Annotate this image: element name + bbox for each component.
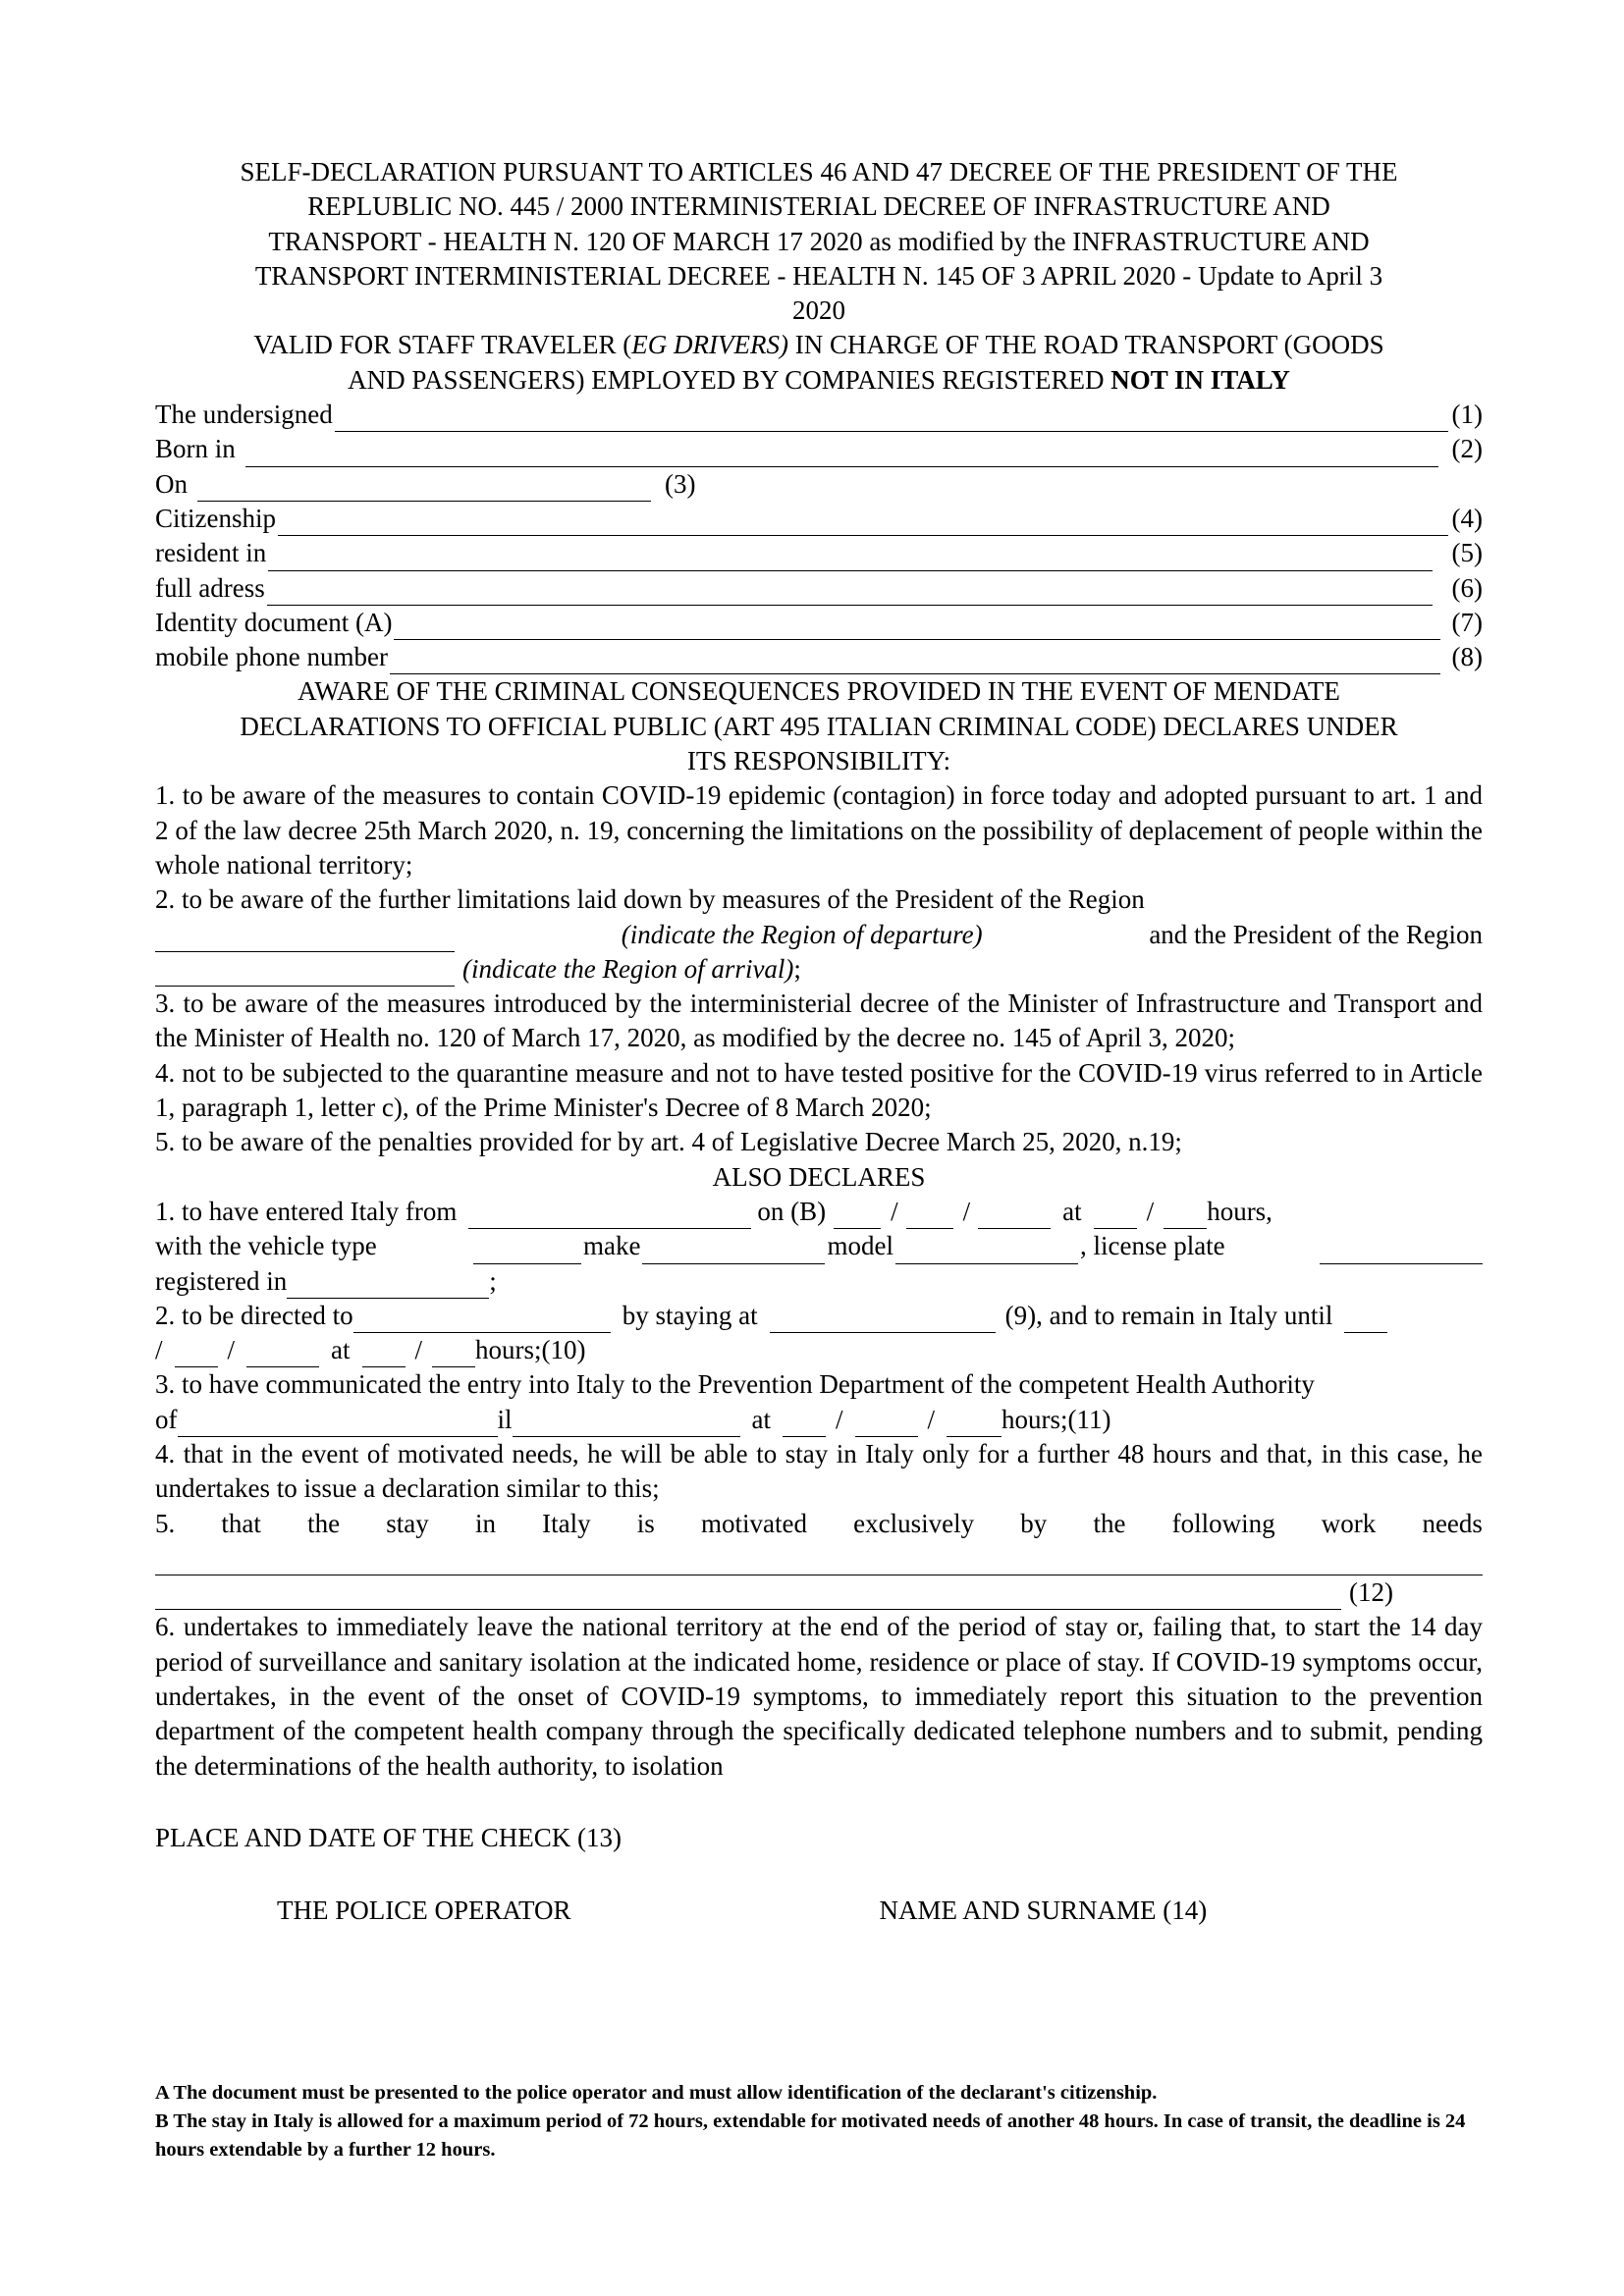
valid-for-line: VALID FOR STAFF TRAVELER (EG DRIVERS) IN CHARGE OF THE ROAD TRANSPORT (GOODS [253,330,1384,360]
also-declares-item-6: 6. undertakes to immediately leave the national territory at the end of the period of stay or, failing that, to start the 14 day period of surveillance and sanitary isolation at the indicated home, residence or place of stay. If COVID-19 symptoms occur, undertakes, in the event of the onset of COVID-19 symptoms, to immediately report this situation to the prevention department of the competent health company through the specifically dedicated telephone numbers and to submit, pending the determinations of the health authority, to isolation [155,1612,1483,1781]
text: at [751,1404,772,1434]
also-declares-heading: ALSO DECLARES [712,1161,926,1192]
text: with the vehicle type [155,1231,377,1261]
text: hours, [1207,1196,1272,1226]
communicated-date-blank[interactable] [513,1413,740,1437]
text: by staying at [622,1300,758,1330]
footnotes [155,2079,1483,2164]
vehicle-model-blank[interactable] [895,1240,1078,1264]
entry-year-blank[interactable] [978,1204,1051,1229]
text: model [827,1231,893,1261]
communicated-hour-blank[interactable] [947,1413,1001,1437]
field-label: Born in [155,434,236,464]
text: registered in [155,1265,288,1296]
field-ref: (12) [1349,1577,1393,1608]
citizenship-blank[interactable] [278,511,1448,536]
field-ref: (5) [1451,538,1483,568]
field-full-address[interactable] [155,571,1483,606]
also-declares-item-4: 4. that in the event of motivated needs, he will be able to stay in Italy only for a further 48 hours and that, in this case, he undertakes to issue a declaration similar to this; [155,1438,1483,1504]
item-2-text: and the President of the Region [1149,919,1483,949]
field-label: On [155,468,188,499]
name-surname-label: NAME AND SURNAME (14) [879,1895,1208,1925]
work-needs-blank-line-2[interactable] [155,1575,1483,1610]
field-label: Identity document (A) [155,607,393,637]
field-born-in[interactable] [155,432,1483,466]
text: il [497,1404,513,1434]
entry-hour-blank[interactable] [1094,1204,1137,1229]
full-address-blank[interactable] [267,581,1433,606]
until-hour-blank[interactable] [362,1343,406,1367]
until-month-blank[interactable] [175,1343,218,1367]
resident-in-blank[interactable] [268,547,1432,571]
work-needs-blank[interactable] [155,1585,1341,1610]
region-arrival-blank[interactable] [155,962,455,987]
until-day-blank[interactable] [1344,1308,1387,1333]
field-ref: (3) [665,468,696,499]
directed-line[interactable] [155,1299,1483,1333]
work-needs-line: 5. that the stay in Italy is motivated exclusively by the following work needs [155,1508,1483,1538]
communicated-day-blank[interactable] [783,1413,826,1437]
entry-month-blank[interactable] [906,1204,953,1229]
communicated-of-blank[interactable] [178,1413,498,1437]
registered-line[interactable] [155,1264,1483,1299]
signature-row [155,1894,1483,1928]
field-ref: (4) [1451,503,1483,533]
undersigned-blank[interactable] [335,407,1448,432]
identity-document-blank[interactable] [394,615,1439,640]
personal-details-fields [155,398,1483,674]
field-citizenship[interactable] [155,502,1483,536]
field-identity-document[interactable] [155,606,1483,640]
title-line: 2020 [792,295,845,326]
text: hours;(11) [1001,1404,1111,1434]
aware-line: ITS RESPONSIBILITY: [686,746,951,776]
license-plate-blank[interactable] [1320,1240,1483,1264]
declaration-item-5: 5. to be aware of the penalties provided for by art. 4 of Legislative Decree March 25, 2020, n.19; [155,1127,1182,1157]
text: 1. to have entered Italy from [155,1196,458,1226]
mobile-phone-blank[interactable] [390,650,1440,674]
document-title [155,155,1483,398]
field-ref: (8) [1451,642,1483,672]
entry-day-blank[interactable] [834,1204,881,1229]
title-line: TRANSPORT INTERMINISTERIAL DECREE - HEALTH N. 145 OF 3 APRIL 2020 - Update to April 3 [254,260,1383,291]
field-on[interactable] [155,467,1483,502]
field-label: The undersigned [155,400,333,430]
field-ref: (1) [1451,400,1483,430]
field-ref: (2) [1451,434,1483,464]
police-operator-label: THE POLICE OPERATOR [277,1895,571,1925]
until-year-blank[interactable] [246,1343,319,1367]
work-needs-blank[interactable] [155,1551,1483,1575]
also-declares-item-5 [155,1507,1483,1611]
staying-at-blank[interactable] [770,1308,996,1333]
field-label: resident in [155,538,267,568]
also-declares-item-1 [155,1195,1483,1299]
field-undersigned[interactable] [155,398,1483,432]
born-in-blank[interactable] [245,443,1438,467]
entry-minute-blank[interactable] [1164,1204,1207,1229]
region-departure-blank[interactable] [155,928,455,952]
field-ref: (7) [1451,607,1483,637]
text: at [331,1335,351,1365]
declaration-body [155,155,1483,1928]
field-mobile-phone[interactable] [155,640,1483,674]
footnote-b: B The stay in Italy is allowed for a maximum period of 72 hours, extendable for motivated needs of another 48 hours. In case of transit, the deadline is 24 hours extendable by a further 12 hours. [155,2110,1466,2161]
title-line: REPLUBLIC NO. 445 / 2000 INTERMINISTERIAL DECREE OF INFRASTRUCTURE AND [307,191,1330,222]
until-line[interactable]: / / at / hours;(10) [155,1333,1483,1367]
title-line: TRANSPORT - HEALTH N. 120 OF MARCH 17 2020 as modified by the INFRASTRUCTURE AND [268,226,1370,256]
declaration-item-3: 3. to be aware of the measures introduced by the interministerial decree of the Minister of Infrastructure and Transport and the Minister of Health no. 120 of March 17, 2020, as modified by the decree no. 145 of April 3, 2020; [155,988,1483,1053]
text: hours;(10) [475,1335,586,1365]
footnote-a: A The document must be presented to the police operator and must allow identification of the declarant's citizenship. [155,2082,1158,2104]
entered-from-blank[interactable] [468,1204,751,1229]
entry-line[interactable]: 1. to have entered Italy from on (B) / / at / hours, [155,1195,1483,1229]
region-arrival-hint: (indicate the Region of arrival) [462,953,794,984]
field-ref: (6) [1451,572,1483,603]
aware-heading [155,674,1483,778]
item-2-line-1: 2. to be aware of the further limitations laid down by measures of the President of the Region [155,884,1145,915]
valid-for-line-2: AND PASSENGERS) EMPLOYED BY COMPANIES REGISTERED NOT IN ITALY [348,364,1290,395]
declaration-item-2 [155,882,1483,987]
text: at [1062,1196,1082,1226]
field-label: mobile phone number [155,642,388,672]
text: 3. to have communicated the entry into Italy to the Prevention Department of the competent Health Authority [155,1369,1315,1400]
text: ; [489,1265,497,1296]
item-2-line-2[interactable] [155,918,1483,952]
also-declares-item-3 [155,1367,1483,1437]
also-declares-item-2 [155,1299,1483,1368]
until-minute-blank[interactable] [432,1343,475,1367]
on-date-blank[interactable] [197,477,651,502]
text: , license plate [1079,1231,1225,1261]
communicated-line[interactable]: of il at / / hours;(11) [155,1403,1483,1437]
vehicle-type-blank[interactable] [473,1240,581,1264]
item-2-line-3[interactable] [155,952,1483,987]
registered-in-blank[interactable] [287,1274,489,1299]
work-needs-blank-line-1[interactable] [155,1541,1483,1575]
directed-to-blank[interactable] [353,1308,611,1333]
title-line: SELF-DECLARATION PURSUANT TO ARTICLES 46 AND 47 DECREE OF THE PRESIDENT OF THE [240,157,1398,187]
text: 2. to be directed to [155,1300,353,1330]
place-date-check: PLACE AND DATE OF THE CHECK (13) [155,1823,623,1853]
communicated-month-blank[interactable] [855,1413,918,1437]
field-resident-in[interactable] [155,536,1483,570]
text: on (B) [757,1196,827,1226]
vehicle-make-blank[interactable] [642,1240,825,1264]
text: (9), and to remain in Italy until [1004,1300,1333,1330]
aware-line: AWARE OF THE CRIMINAL CONSEQUENCES PROVIDED IN THE EVENT OF MENDATE [298,676,1340,707]
field-label: Citizenship [155,503,276,533]
declaration-item-1: 1. to be aware of the measures to contain COVID-19 epidemic (contagion) in force today and adopted pursuant to art. 1 and 2 of the law decree 25th March 2020, n. 19, concerning the limitations on the possibility of deplacement of people within the whole national territory; [155,780,1483,880]
declaration-item-4: 4. not to be subjected to the quarantine measure and not to have tested positive for the COVID-19 virus referred to in Article 1, paragraph 1, letter c), of the Prime Minister's Decree of 8 March 2020; [155,1057,1483,1123]
text: make [583,1231,641,1261]
field-label: full adress [155,572,265,603]
aware-line: DECLARATIONS TO OFFICIAL PUBLIC (ART 495 ITALIAN CRIMINAL CODE) DECLARES UNDER [240,711,1398,741]
item-2-end: ; [793,953,801,984]
region-departure-hint: (indicate the Region of departure) [621,919,983,949]
text: of [155,1404,178,1434]
vehicle-line[interactable] [155,1229,1483,1263]
